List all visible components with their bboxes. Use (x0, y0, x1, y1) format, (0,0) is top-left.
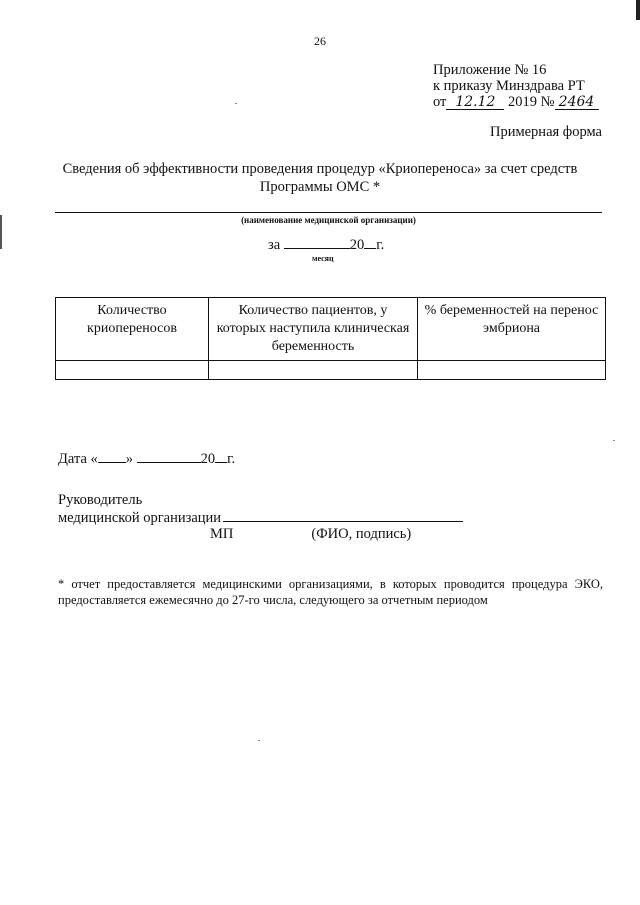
signature-block (58, 492, 463, 527)
date-label: Дата « (58, 451, 98, 467)
appendix-from-prefix: от (433, 94, 447, 110)
period-year-suffix: г. (376, 237, 385, 253)
month-blank (284, 236, 350, 249)
handwritten-date: 12.12 (446, 95, 504, 110)
col-header-pregnancies: Количество пациентов, у которых наступила клиническая беременность (209, 298, 418, 361)
cryotransfer-table (55, 297, 606, 380)
number-sign: № (540, 94, 555, 110)
signature-title: Руководитель (58, 492, 143, 508)
fio-caption: (ФИО, подпись) (311, 526, 412, 542)
scan-edge-mark (636, 0, 640, 20)
scan-speck (613, 440, 615, 441)
handwritten-order-number: 2464 (555, 95, 599, 110)
appendix-title: Приложение № 16 (433, 62, 547, 78)
title-line-1: Сведения об эффективности проведения процедур «Криопереноса» за счет средств (62, 161, 578, 177)
month-caption: месяц (312, 254, 334, 263)
appendix-year: 2019 (508, 94, 538, 110)
sample-form-label: Примерная форма (489, 124, 602, 140)
organization-name-caption: (наименование медицинской организации) (241, 215, 416, 225)
table-row (56, 361, 606, 380)
col-header-cryotransfers: Количество криопереносов (56, 298, 209, 361)
page-number: 26 (314, 34, 326, 48)
day-blank (98, 450, 126, 463)
year-blank (364, 236, 376, 249)
appendix-date-row (433, 94, 599, 110)
table-header-row (56, 298, 606, 361)
col-header-percent: % беременностей на перенос эмбриона (418, 298, 606, 361)
date-close-quote: » (125, 451, 134, 467)
scan-edge-mark (0, 215, 2, 249)
period-prefix: за (268, 237, 281, 253)
stamp-row (210, 526, 411, 543)
table-cell (418, 361, 606, 380)
document-title (40, 160, 600, 196)
title-line-2: Программы ОМС * (259, 179, 381, 195)
scan-speck (235, 103, 237, 104)
table-cell (209, 361, 418, 380)
reporting-period-row (268, 236, 384, 254)
date-year-suffix: г. (227, 451, 236, 467)
signature-line (223, 509, 463, 522)
signature-org-row (58, 509, 463, 527)
footnote: * отчет предоставляется медицинскими организациями, в которых проводится процедура ЭКО, предоставляется ежемесячно до 27-го числа, следующего за отчетным периодом (58, 577, 603, 607)
table-cell (56, 361, 209, 380)
date-year-prefix: 20 (200, 451, 216, 467)
date-row (58, 450, 235, 468)
date-month-blank (137, 450, 201, 463)
stamp-label: МП (210, 526, 234, 542)
organization-name-line (55, 212, 602, 213)
appendix-block (433, 62, 599, 110)
period-year-prefix: 20 (349, 237, 365, 253)
scan-speck (258, 740, 260, 741)
appendix-order: к приказу Минздрава РТ (433, 78, 585, 94)
signature-org-label: медицинской организации (58, 510, 222, 526)
date-year-blank (215, 450, 227, 463)
